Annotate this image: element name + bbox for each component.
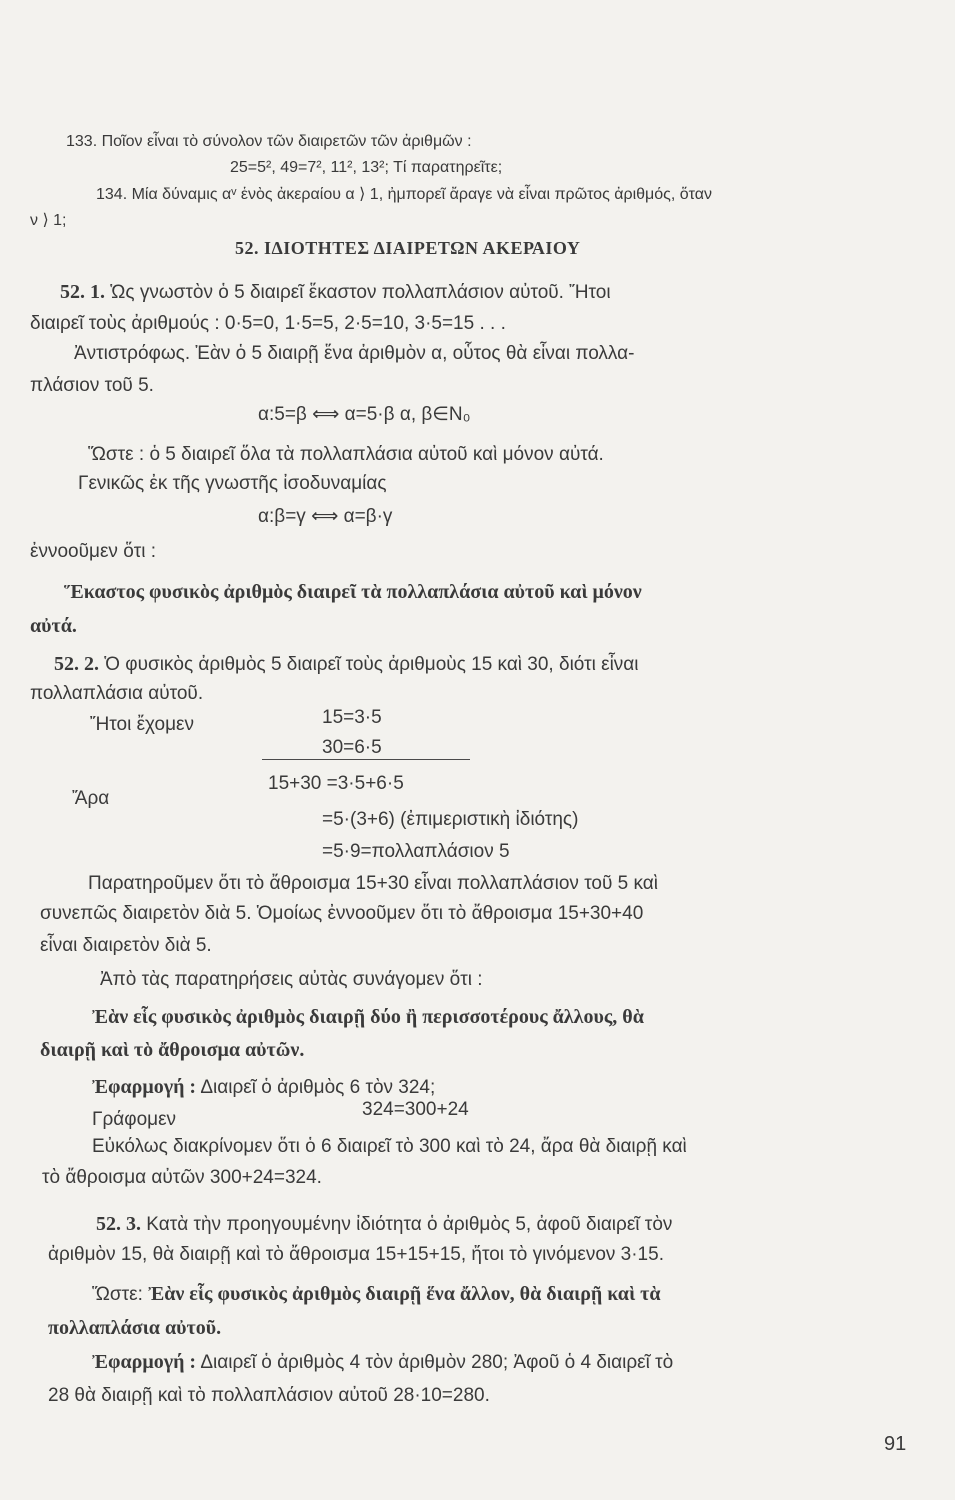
rule-statement-2-line1: Ἐὰν εἷς φυσικὸς ἀριθμὸς διαιρῇ δύο ἢ περισσοτέρους ἄλλους, θὰ bbox=[92, 1006, 644, 1028]
paragraph-52-1-line7: ἐννοοῦμεν ὅτι : bbox=[30, 541, 157, 562]
section-heading: 52. ΙΔΙΟΤΗΤΕΣ ΔΙΑΙΡΕΤΩΝ ΑΚΕΡΑΙΟΥ bbox=[235, 238, 581, 258]
equation-324: 324=300+24 bbox=[362, 1099, 469, 1120]
paragraph-52-1-line6: Γενικῶς ἐκ τῆς γνωστῆς ἰσοδυναμίας bbox=[78, 473, 387, 494]
paragraph-52-3-line3: 28 θὰ διαιρῇ καὶ τὸ πολλαπλάσιον αὐτοῦ 28·10=280. bbox=[48, 1385, 490, 1406]
rule-statement-1-line1: Ἕκαστος φυσικὸς ἀριθμὸς διαιρεῖ τὰ πολλαπλάσια αὐτοῦ καὶ μόνον bbox=[64, 581, 642, 603]
paragraph-52-1-line1 bbox=[60, 280, 611, 305]
paragraph-52-3-line2: ἀριθμὸν 15, θὰ διαιρῇ καὶ τὸ ἄθροισμα 15+15+15, ἤτοι τὸ γινόμενον 3·15. bbox=[48, 1244, 664, 1265]
equation-distributive: =5·(3+6) (ἐπιμεριστικὴ ἰδιότης) bbox=[322, 809, 579, 830]
paragraph-52-2-line9: Εὐκόλως διακρίνομεν ὅτι ὁ 6 διαιρεῖ τὸ 300 καὶ τὸ 24, ἄρα θὰ διαιρῇ καὶ bbox=[92, 1136, 687, 1157]
application-2-text: Διαιρεῖ ὁ ἀριθμὸς 4 τὸν ἀριθμὸν 280; Ἀφοῦ ὁ 4 διαιρεῖ τὸ bbox=[200, 1352, 674, 1373]
rule-statement-1-line2: αὐτά. bbox=[30, 615, 77, 637]
equation-multiple: =5·9=πολλαπλάσιον 5 bbox=[322, 841, 510, 862]
paragraph-52-2-line5: συνεπῶς διαιρετὸν διὰ 5. Ὁμοίως ἐννοοῦμεν ὅτι τὸ ἄθροισμα 15+30+40 bbox=[40, 903, 644, 924]
paragraph-52-2-line7: Ἀπὸ τὰς παρατηρήσεις αὐτὰς συνάγομεν ὅτι : bbox=[100, 969, 483, 990]
paragraph-52-3-number: 52. 3. bbox=[96, 1213, 141, 1235]
paragraph-52-1-line3: Ἀντιστρόφως. Ἐὰν ὁ 5 διαιρῇ ἕνα ἀριθμὸν α, οὗτος θὰ εἶναι πολλα- bbox=[74, 343, 635, 364]
exercise-134-line2: ν ⟩ 1; bbox=[30, 212, 67, 229]
paragraph-52-2-line2: πολλαπλάσια αὐτοῦ. bbox=[30, 683, 204, 704]
paragraph-52-1-line4: πλάσιον τοῦ 5. bbox=[30, 375, 154, 396]
rule-statement-3-line2: πολλαπλάσια αὐτοῦ. bbox=[48, 1317, 222, 1339]
therefore-label-2: Ὥστε: bbox=[92, 1284, 143, 1305]
application-1-text: Διαιρεῖ ὁ ἀριθμὸς 6 τὸν 324; bbox=[200, 1077, 436, 1098]
paragraph-52-2-line8: Γράφομεν bbox=[92, 1109, 177, 1130]
application-2-label: Ἐφαρμογή : bbox=[92, 1351, 197, 1373]
application-1 bbox=[92, 1075, 435, 1100]
equivalence-formula: α:5=β ⟺ α=5·β α, β∈N₀ bbox=[258, 404, 471, 425]
exercise-134-line1: 134. Μία δύναμις αᵛ ἑνὸς ἀκεραίου α ⟩ 1, ἠμπορεῖ ἄραγε νὰ εἶναι πρῶτος ἀριθμός, ὅταν bbox=[96, 186, 712, 203]
general-equivalence-formula: α:β=γ ⟺ α=β·γ bbox=[258, 506, 393, 527]
paragraph-52-2-line3: Ἤτοι ἔχομεν bbox=[90, 714, 195, 735]
paragraph-52-2-line1 bbox=[54, 652, 639, 677]
paragraph-52-2-number: 52. 2. bbox=[54, 653, 99, 675]
paragraph-52-1-line5: Ὥστε : ὁ 5 διαιρεῖ ὅλα τὰ πολλαπλάσια αὐτοῦ καὶ μόνον αὐτά. bbox=[88, 444, 604, 465]
exercise-133-line2: 25=5², 49=7², 11², 13²; Τί παρατηρεῖτε; bbox=[230, 159, 503, 176]
rule-statement-2-line2: διαιρῇ καὶ τὸ ἄθροισμα αὐτῶν. bbox=[40, 1039, 305, 1061]
exercise-133-line1: 133. Ποῖον εἶναι τὸ σύνολον τῶν διαιρετῶν τῶν ἀριθμῶν : bbox=[66, 133, 472, 150]
paragraph-52-1-number: 52. 1. bbox=[60, 281, 105, 303]
application-2 bbox=[92, 1350, 673, 1375]
paragraph-52-2-text: Ὁ φυσικὸς ἀριθμὸς 5 διαιρεῖ τοὺς ἀριθμοὺς 15 καὶ 30, διότι εἶναι bbox=[104, 654, 639, 675]
therefore-label: Ἄρα bbox=[72, 788, 110, 809]
paragraph-52-3-line1 bbox=[96, 1212, 672, 1237]
rule-statement-3-line1 bbox=[92, 1282, 661, 1307]
paragraph-52-3-text: Κατὰ τὴν προηγουμένην ἰδιότητα ὁ ἀριθμὸς 5, ἀφοῦ διαιρεῖ τὸν bbox=[146, 1214, 673, 1235]
rule-statement-3-text: Ἐὰν εἷς φυσικὸς ἀριθμὸς διαιρῇ ἕνα ἄλλον, θὰ διαιρῇ καὶ τὰ bbox=[148, 1283, 661, 1305]
sum-rule-line bbox=[262, 759, 470, 760]
application-1-label: Ἐφαρμογή : bbox=[92, 1076, 197, 1098]
equation-sum: 15+30 =3·5+6·5 bbox=[268, 773, 404, 794]
equation-15: 15=3·5 bbox=[322, 707, 382, 728]
paragraph-52-2-line4: Παρατηροῦμεν ὅτι τὸ ἄθροισμα 15+30 εἶναι πολλαπλάσιον τοῦ 5 καὶ bbox=[88, 873, 658, 894]
paragraph-52-2-line6: εἶναι διαιρετὸν διὰ 5. bbox=[40, 935, 212, 956]
paragraph-52-1-text: Ὡς γνωστὸν ὁ 5 διαιρεῖ ἕκαστον πολλαπλάσιον αὐτοῦ. Ἤτοι bbox=[110, 282, 611, 303]
equation-30: 30=6·5 bbox=[322, 737, 382, 758]
paragraph-52-2-line10: τὸ ἄθροισμα αὐτῶν 300+24=324. bbox=[42, 1167, 322, 1188]
paragraph-52-1-line2: διαιρεῖ τοὺς ἀριθμούς : 0·5=0, 1·5=5, 2·5=10, 3·5=15 . . . bbox=[30, 313, 506, 334]
page-number: 91 bbox=[884, 1433, 907, 1455]
